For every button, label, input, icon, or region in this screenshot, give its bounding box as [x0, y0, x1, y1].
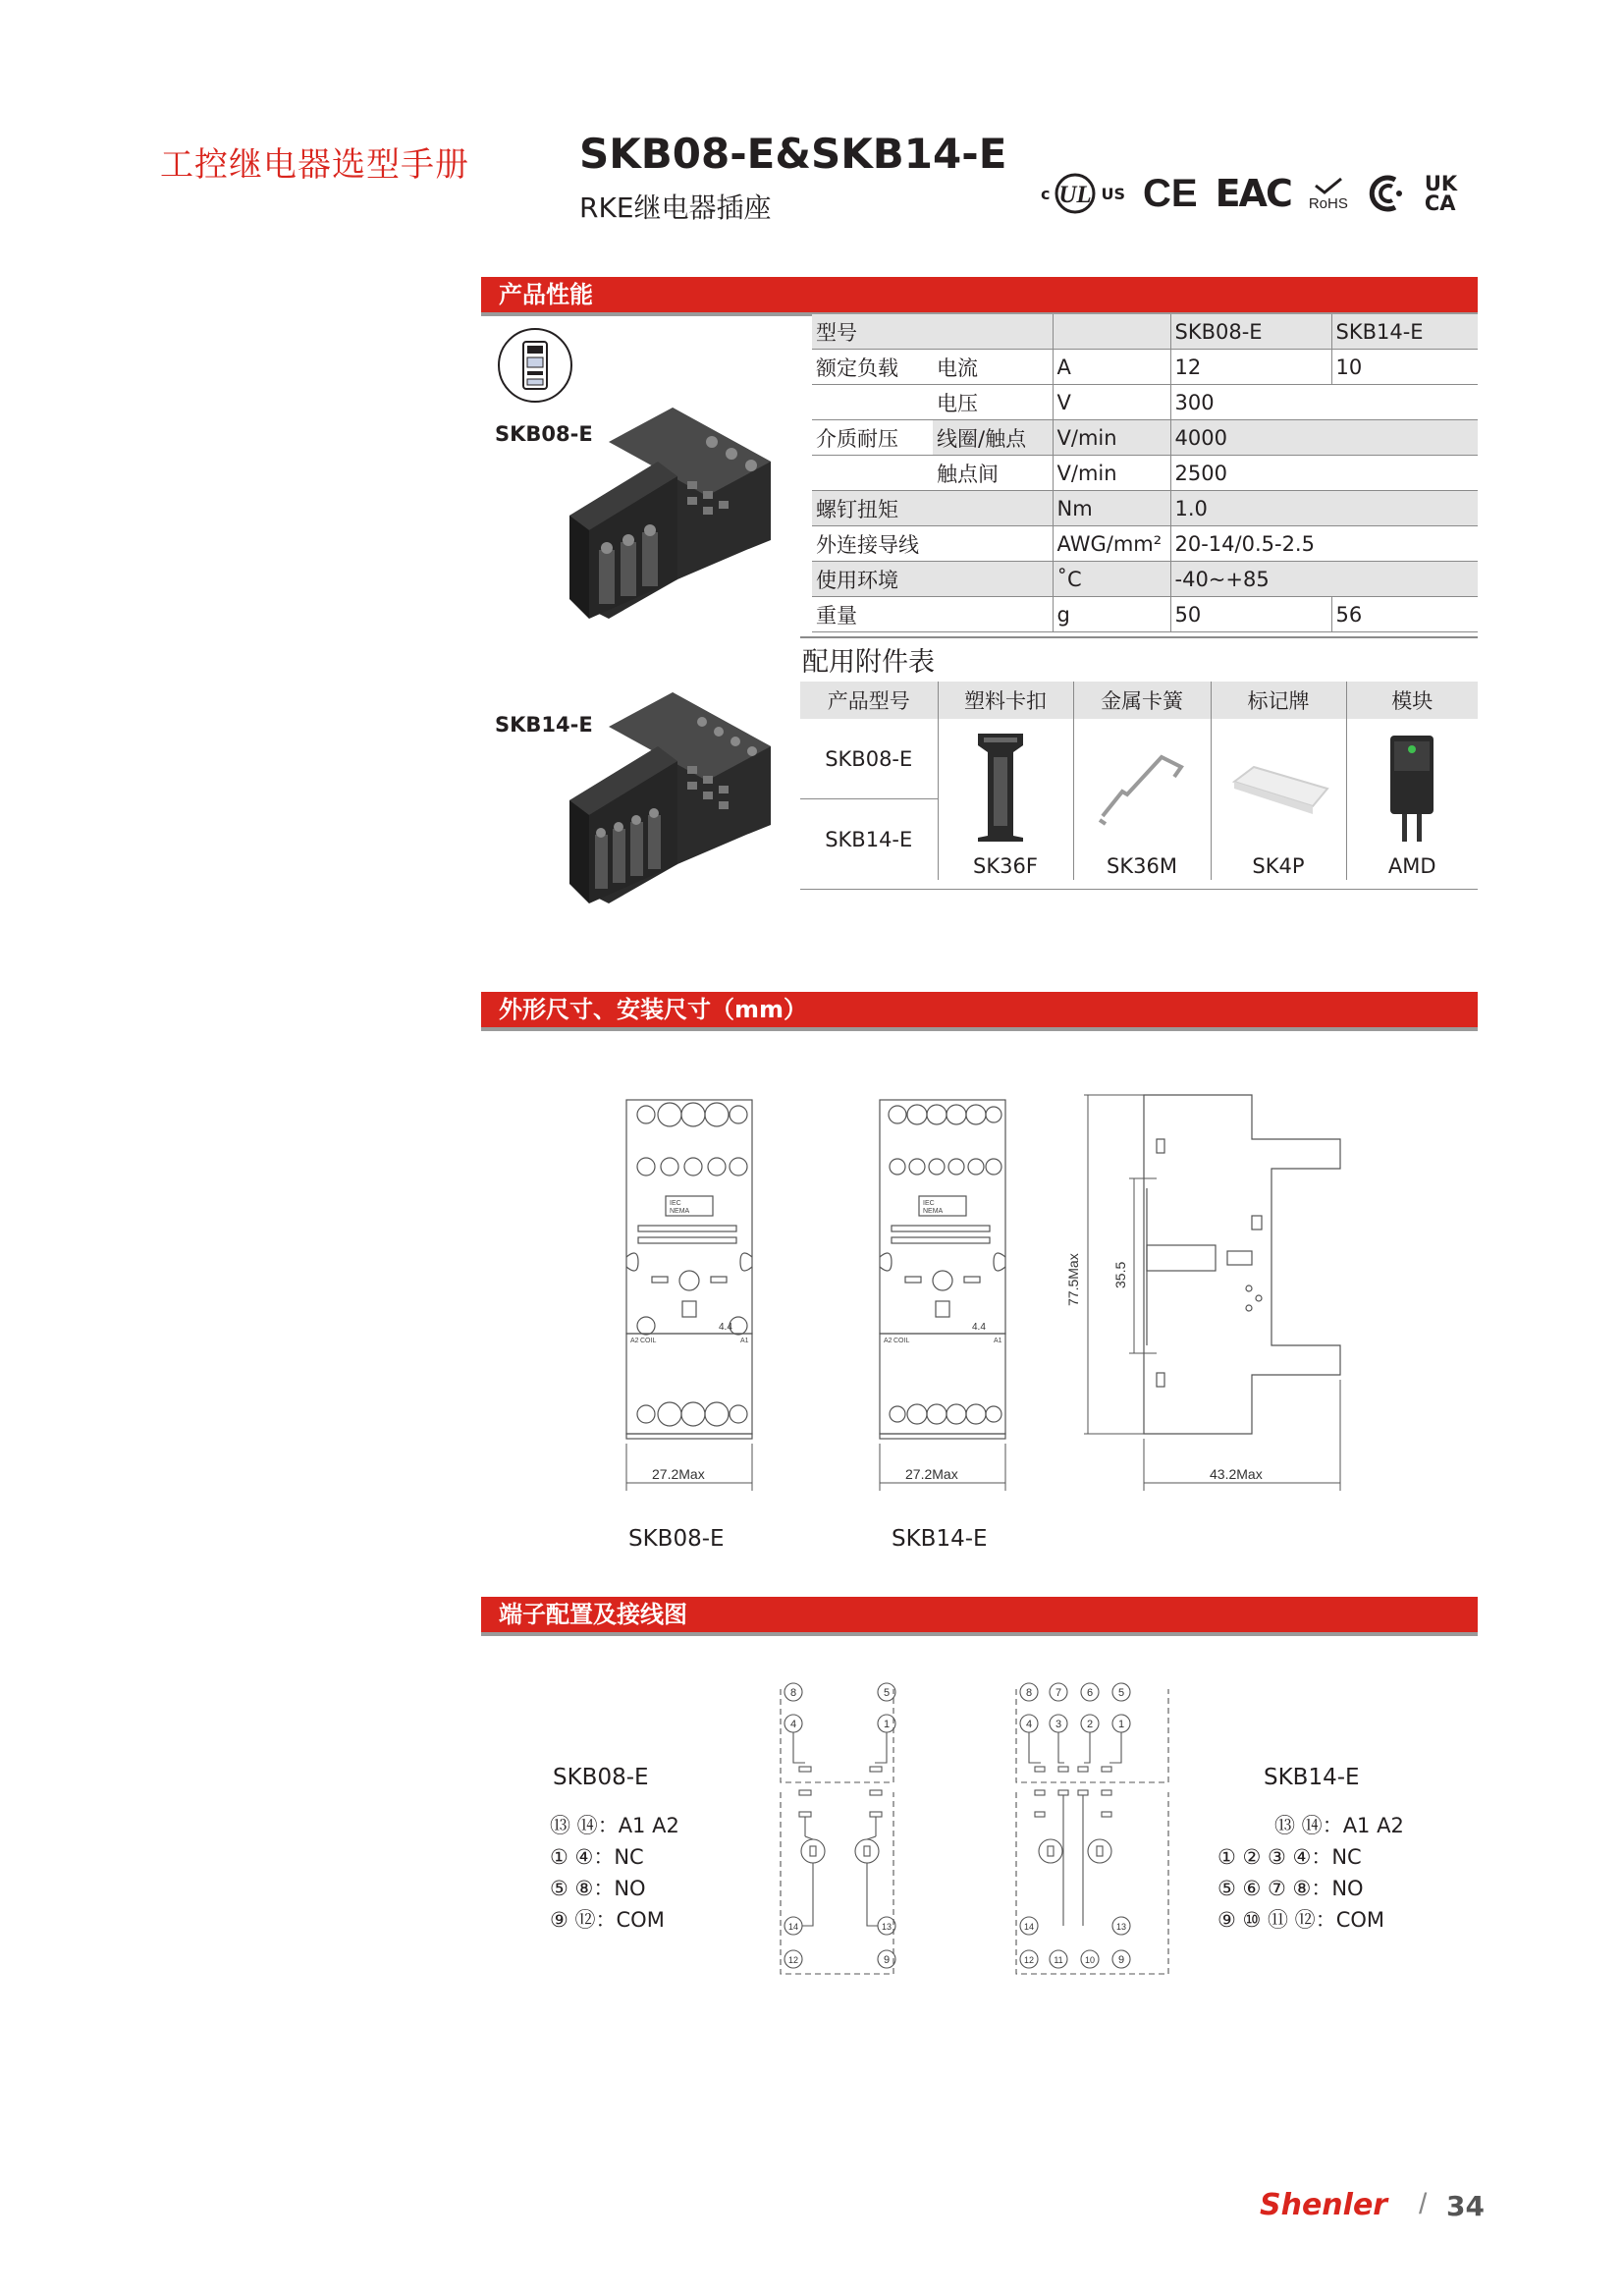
- acc-part-sk36m: [1073, 719, 1211, 880]
- legend-desc: COM: [616, 1908, 665, 1932]
- dim-label-skb14: SKB14-E: [892, 1526, 988, 1552]
- brand-logo: Shenler: [1260, 2188, 1388, 2222]
- svg-text:UL: UL: [1058, 182, 1093, 208]
- terminal-label: 12: [1023, 1955, 1035, 1965]
- accessories-title: 配用附件表: [802, 647, 935, 678]
- spec-cell: SKB08-E: [1170, 314, 1331, 350]
- ul-us-text: US: [1101, 184, 1125, 203]
- spec-row: [812, 350, 1478, 385]
- ul-mark-icon: [1050, 173, 1101, 214]
- spec-row: [812, 456, 1478, 491]
- acc-part-label: AMD: [1387, 854, 1436, 878]
- wiring-title-skb08: SKB08-E: [553, 1765, 649, 1790]
- ce-mark: CE: [1143, 171, 1198, 215]
- spec-cell: AWG/mm²: [1053, 526, 1170, 562]
- spec-cell: 电流: [933, 350, 1053, 385]
- metal-spring-image: [1088, 728, 1196, 846]
- skb14-product-image: [550, 687, 776, 928]
- spec-row: [812, 420, 1478, 456]
- terminal-label: 5: [1117, 1687, 1125, 1699]
- legend-desc: NC: [1331, 1845, 1362, 1869]
- acc-part-label: SK4P: [1252, 854, 1305, 878]
- skb08-front-view: [626, 1100, 752, 1439]
- skb14-a2-text: A2: [884, 1338, 893, 1344]
- acc-header: 模块: [1346, 682, 1478, 719]
- spec-cell: 2500: [1170, 456, 1478, 491]
- legend-separator: ：: [1322, 1814, 1343, 1837]
- acc-header: 产品型号: [800, 682, 938, 719]
- spec-cell: Nm: [1053, 491, 1170, 526]
- legend-terms: ⑤ ⑥ ⑦ ⑧: [1217, 1877, 1312, 1900]
- skb14-front-view: [880, 1100, 1005, 1439]
- legend-desc: COM: [1335, 1908, 1384, 1932]
- product-subtitle: RKE继电器插座: [579, 191, 772, 224]
- spec-cell: 介质耐压: [812, 420, 933, 456]
- spec-header-row: [812, 314, 1478, 350]
- spec-cell: 300: [1170, 385, 1478, 420]
- spec-cell: g: [1053, 597, 1170, 632]
- legend-separator: ：: [1311, 1845, 1332, 1869]
- ccc-mark-icon: [1366, 172, 1407, 215]
- legend-row: [550, 1873, 679, 1904]
- legend-terms: ⑬ ⑭: [550, 1814, 598, 1837]
- ukca-mark: UK CA: [1424, 172, 1458, 215]
- spec-cell: [1053, 314, 1170, 350]
- legend-separator: ：: [1315, 1908, 1336, 1932]
- terminal-label: 4: [789, 1719, 797, 1730]
- spec-cell: ˚C: [1053, 562, 1170, 597]
- spec-row: [812, 597, 1478, 632]
- spec-cell: [933, 314, 1053, 350]
- section-bar-wiring: 端子配置及接线图: [481, 1597, 1478, 1632]
- spec-cell: 12: [1170, 350, 1331, 385]
- spec-cell: V/min: [1053, 420, 1170, 456]
- legend-separator: ：: [595, 1908, 617, 1932]
- spec-table: [812, 314, 1478, 632]
- module-image: [1373, 728, 1451, 846]
- skb08-iec-text: IEC: [670, 1200, 681, 1207]
- legend-terms: ⑨ ⑫: [550, 1908, 596, 1932]
- spec-cell: [812, 456, 933, 491]
- dim-skb08-width: 27.2Max: [652, 1466, 705, 1482]
- terminal-label: 12: [787, 1955, 799, 1965]
- legend-separator: ：: [593, 1845, 615, 1869]
- dim-depth: 43.2Max: [1210, 1466, 1263, 1482]
- spec-cell: V: [1053, 385, 1170, 420]
- wiring-legend-skb08: [550, 1810, 679, 1936]
- spec-cell: 1.0: [1170, 491, 1478, 526]
- ul-c-text: c: [1041, 184, 1051, 203]
- spec-cell: [933, 491, 1053, 526]
- acc-part-label: SK36M: [1107, 854, 1177, 878]
- legend-row: [550, 1841, 679, 1873]
- terminal-label: 14: [1023, 1922, 1035, 1932]
- acc-header: 标记牌: [1211, 682, 1346, 719]
- product-title: SKB08-E&SKB14-E: [579, 130, 1007, 178]
- skb08-a2-text: A2: [630, 1338, 639, 1344]
- dim-rail-height: 35.5: [1112, 1261, 1128, 1288]
- spec-row: [812, 526, 1478, 562]
- dim-label-skb08: SKB08-E: [628, 1526, 725, 1552]
- wiring-diagrams: [766, 1674, 1198, 1989]
- section-bar-dimensions: 外形尺寸、安装尺寸（mm）: [481, 992, 1478, 1027]
- legend-row: [1217, 1904, 1404, 1936]
- spec-cell: 10: [1331, 350, 1478, 385]
- ul-logo: [1041, 173, 1125, 214]
- legend-separator: ：: [597, 1814, 619, 1837]
- spec-cell: [933, 597, 1053, 632]
- legend-terms: ① ② ③ ④: [1217, 1845, 1312, 1869]
- acc-header: 塑料卡扣: [938, 682, 1073, 719]
- legend-row: [550, 1810, 679, 1841]
- spec-cell: 56: [1331, 597, 1478, 632]
- dimension-drawings: [609, 1070, 1355, 1493]
- terminal-label: 5: [883, 1687, 891, 1699]
- spec-cell: 螺钉扭矩: [812, 491, 933, 526]
- dim-total-height: 77.5Max: [1065, 1253, 1081, 1306]
- skb08-wiring: [784, 1683, 895, 1968]
- skb08-coil-text: COIL: [640, 1338, 657, 1344]
- legend-desc: NO: [1331, 1877, 1364, 1900]
- spec-row: [812, 385, 1478, 420]
- legend-separator: ：: [593, 1877, 615, 1900]
- legend-row: [1217, 1810, 1404, 1841]
- skb14-coil-text: COIL: [893, 1338, 910, 1344]
- wiring-title-skb14: SKB14-E: [1264, 1765, 1360, 1790]
- spec-cell: [812, 385, 933, 420]
- eac-mark: EAC: [1215, 172, 1291, 215]
- spec-cell: 触点间: [933, 456, 1053, 491]
- legend-terms: ⑬ ⑭: [1274, 1814, 1323, 1837]
- spec-cell: 型号: [812, 314, 933, 350]
- legend-row: [1217, 1873, 1404, 1904]
- terminal-label: 13: [1115, 1922, 1127, 1932]
- acc-part-label: SK36F: [973, 854, 1038, 878]
- section-bar-performance: 产品性能: [481, 277, 1478, 312]
- skb14-wiring: [1020, 1683, 1130, 1968]
- terminal-label: 6: [1086, 1687, 1094, 1699]
- acc-part-sk36f: [938, 719, 1073, 880]
- dim-skb08-4.4: 4.4: [719, 1322, 732, 1333]
- legend-desc: A1 A2: [618, 1814, 679, 1837]
- spec-row: [812, 562, 1478, 597]
- terminal-label: 11: [1054, 1955, 1063, 1965]
- skb14-a1-text: A1: [994, 1338, 1002, 1344]
- legend-row: [1217, 1841, 1404, 1873]
- legend-desc: A1 A2: [1342, 1814, 1404, 1837]
- spec-cell: V/min: [1053, 456, 1170, 491]
- terminal-label: 7: [1055, 1687, 1062, 1699]
- accessories-table: [800, 682, 1478, 880]
- footer-separator: /: [1419, 2188, 1428, 2220]
- legend-terms: ① ④: [550, 1845, 594, 1869]
- terminal-label: 1: [883, 1719, 891, 1730]
- acc-part-amd: [1346, 719, 1478, 880]
- page-number: 34: [1446, 2190, 1485, 2222]
- terminal-label: 9: [1117, 1954, 1125, 1966]
- acc-part-sk4p: [1211, 719, 1346, 880]
- skb08-nema-text: NEMA: [670, 1208, 690, 1215]
- rohs-mark: RoHS: [1309, 176, 1348, 212]
- dim-skb14-4.4: 4.4: [972, 1322, 986, 1333]
- terminal-label: 1: [1117, 1719, 1125, 1730]
- terminal-label: 14: [787, 1922, 799, 1932]
- spec-cell: [933, 526, 1053, 562]
- terminal-label: 2: [1086, 1719, 1094, 1730]
- product-label-skb14: SKB14-E: [495, 713, 593, 737]
- spec-cell: 20-14/0.5-2.5: [1170, 526, 1478, 562]
- spec-cell: [933, 562, 1053, 597]
- terminal-label: 4: [1025, 1719, 1033, 1730]
- marker-plate-image: [1224, 728, 1332, 846]
- wiring-legend-skb14: [1217, 1810, 1404, 1936]
- spec-cell: 50: [1170, 597, 1331, 632]
- legend-desc: NC: [614, 1845, 644, 1869]
- legend-terms: ⑤ ⑧: [550, 1877, 594, 1900]
- legend-desc: NO: [614, 1877, 646, 1900]
- acc-model-cell: SKB14-E: [825, 828, 913, 851]
- terminal-label: 3: [1055, 1719, 1062, 1730]
- certification-logos: [1041, 169, 1457, 218]
- socket-type-icon: [496, 326, 574, 405]
- skb08-product-image: [550, 403, 776, 643]
- terminal-label: 9: [883, 1954, 891, 1966]
- terminal-label: 8: [789, 1687, 797, 1699]
- acc-model-cell: SKB08-E: [800, 719, 938, 799]
- spec-cell: 线圈/触点: [933, 420, 1053, 456]
- skb08-a1-text: A1: [740, 1338, 749, 1344]
- acc-header: 金属卡簧: [1073, 682, 1211, 719]
- terminal-label: 8: [1025, 1687, 1033, 1699]
- spec-cell: 外连接导线: [812, 526, 933, 562]
- spec-cell: 4000: [1170, 420, 1478, 456]
- spec-row: [812, 491, 1478, 526]
- legend-row: [550, 1904, 679, 1936]
- spec-cell: -40~+85: [1170, 562, 1478, 597]
- spec-cell: 额定负载: [812, 350, 933, 385]
- product-label-skb08: SKB08-E: [495, 422, 593, 446]
- skb14-iec-text: IEC: [923, 1200, 935, 1207]
- dim-skb14-width: 27.2Max: [905, 1466, 958, 1482]
- skb14-nema-text: NEMA: [923, 1208, 944, 1215]
- spec-cell: 电压: [933, 385, 1053, 420]
- spec-cell: 重量: [812, 597, 933, 632]
- terminal-label: 10: [1084, 1955, 1096, 1965]
- check-icon: [1312, 176, 1345, 195]
- side-view: [1144, 1095, 1340, 1434]
- legend-separator: ：: [1311, 1877, 1332, 1900]
- catalog-title: 工控继电器选型手册: [160, 145, 469, 185]
- terminal-label: 13: [881, 1922, 893, 1932]
- spec-cell: SKB14-E: [1331, 314, 1478, 350]
- spec-cell: 使用环境: [812, 562, 933, 597]
- spec-cell: A: [1053, 350, 1170, 385]
- legend-terms: ⑨ ⑩ ⑪ ⑫: [1217, 1908, 1316, 1932]
- plastic-clip-image: [966, 728, 1045, 846]
